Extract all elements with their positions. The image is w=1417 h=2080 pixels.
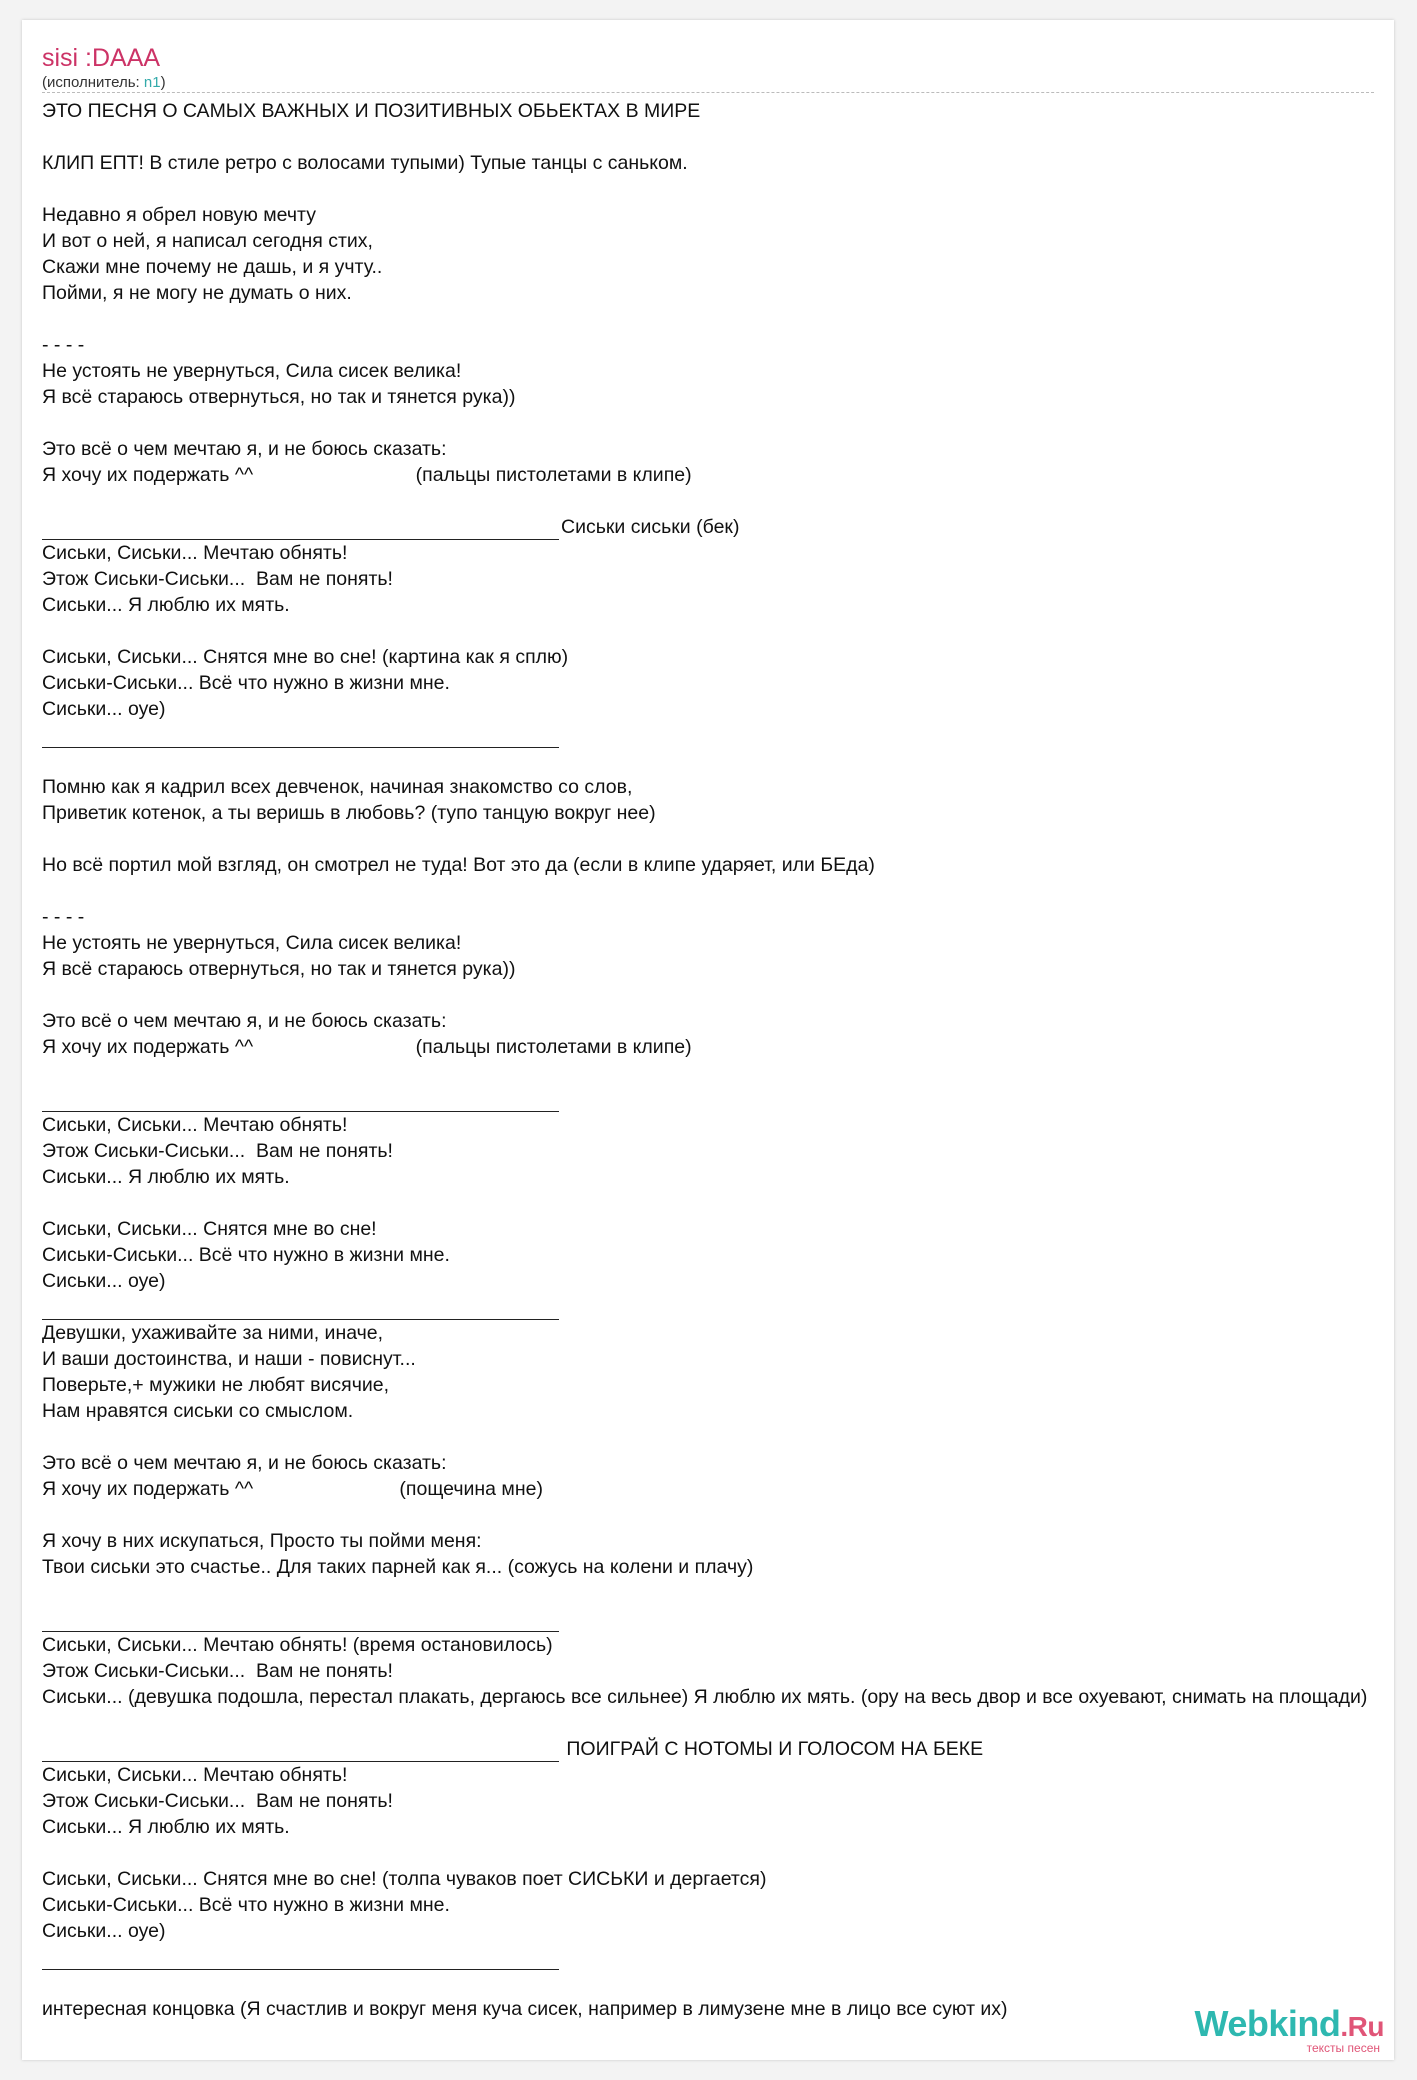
lyric-text: Я хочу их подержать ^^ (пальцы пистолетами в клипе) bbox=[42, 464, 692, 486]
song-header bbox=[42, 42, 166, 92]
lyric-line bbox=[42, 566, 1394, 592]
lyric-line bbox=[42, 1892, 1394, 1918]
lyric-line bbox=[42, 1112, 1394, 1138]
lyric-text: Сиськи... Я люблю их мять. bbox=[42, 1166, 290, 1188]
lyric-line bbox=[42, 1684, 1394, 1710]
lyric-line bbox=[42, 930, 1394, 956]
lyrics-page bbox=[22, 20, 1394, 2060]
lyric-line bbox=[42, 800, 1394, 826]
watermark-tagline: тексты песен bbox=[1306, 2041, 1380, 2055]
lyric-line bbox=[42, 592, 1394, 618]
watermark-brand: Webkind bbox=[1194, 2003, 1341, 2044]
lyric-text: Твои сиськи это счастье.. Для таких парней как я... (сожусь на колени и плачу) bbox=[42, 1556, 754, 1578]
lyric-text: Но всё портил мой взгляд, он смотрел не туда! Вот это да (если в клипе ударяет, или БЕда) bbox=[42, 854, 875, 876]
lyric-line bbox=[42, 436, 1394, 462]
lyric-line bbox=[42, 774, 1394, 800]
lyric-line bbox=[42, 878, 1394, 904]
lyric-text: Сиськи, Сиськи... Мечтаю обнять! bbox=[42, 1114, 348, 1136]
lyric-line bbox=[42, 1216, 1394, 1242]
lyric-text: Сиськи, Сиськи... Мечтаю обнять! (время остановилось) bbox=[42, 1634, 553, 1656]
lyric-text: Это всё о чем мечтаю я, и не боюсь сказать: bbox=[42, 1010, 447, 1032]
lyric-line bbox=[42, 644, 1394, 670]
lyric-text: ЭТО ПЕСНЯ О САМЫХ ВАЖНЫХ И ПОЗИТИВНЫХ ОБЬЕКТАХ В МИРЕ bbox=[42, 100, 701, 122]
lyric-line bbox=[42, 124, 1394, 150]
lyric-text: Сиськи... оуе) bbox=[42, 698, 166, 720]
lyric-text: Сиськи, Сиськи... Снятся мне во сне! bbox=[42, 1218, 377, 1240]
artist-line bbox=[42, 74, 166, 92]
lyric-text: Поверьте,+ мужики не любят висячие, bbox=[42, 1374, 390, 1396]
lyric-line bbox=[42, 462, 1394, 488]
lyric-line bbox=[42, 670, 1394, 696]
lyric-line bbox=[42, 1788, 1394, 1814]
underline-rule bbox=[42, 1091, 559, 1112]
lyric-text: Сиськи, Сиськи... Снятся мне во сне! (картина как я сплю) bbox=[42, 646, 569, 668]
lyric-line bbox=[42, 1060, 1394, 1086]
lyric-line bbox=[42, 1710, 1394, 1736]
artist-suffix: ) bbox=[160, 74, 166, 91]
lyric-text: Сиськи... оуе) bbox=[42, 1270, 166, 1292]
lyric-line bbox=[42, 150, 1394, 176]
lyric-text: Я хочу в них искупаться, Просто ты пойми меня: bbox=[42, 1530, 482, 1552]
lyric-text: Я всё стараюсь отвернуться, но так и тянется рука)) bbox=[42, 386, 516, 408]
lyric-line bbox=[42, 1840, 1394, 1866]
lyrics-body bbox=[42, 98, 1394, 2022]
lyric-text: КЛИП ЕПТ! В стиле ретро с волосами тупыми) Тупые танцы с саньком. bbox=[42, 152, 688, 174]
lyric-text: Сиськи-Сиськи... Всё что нужно в жизни мне. bbox=[42, 1894, 450, 1916]
lyric-text: Сиськи, Сиськи... Мечтаю обнять! bbox=[42, 1764, 348, 1786]
lyric-line bbox=[42, 410, 1394, 436]
lyric-text: Недавно я обрел новую мечту bbox=[42, 204, 316, 226]
lyric-text: - - - - bbox=[42, 334, 85, 356]
lyric-text: Это всё о чем мечтаю я, и не боюсь сказать: bbox=[42, 438, 447, 460]
lyric-line bbox=[42, 826, 1394, 852]
lyric-line-ruled bbox=[42, 1944, 1394, 1970]
watermark-tld: .Ru bbox=[1340, 2011, 1384, 2042]
lyric-line bbox=[42, 358, 1394, 384]
lyric-text: Скажи мне почему не дашь, и я учту.. bbox=[42, 256, 383, 278]
lyric-text: Нам нравятся сиськи со смыслом. bbox=[42, 1400, 354, 1422]
lyric-line bbox=[42, 748, 1394, 774]
lyric-line bbox=[42, 1814, 1394, 1840]
lyric-text: Я хочу их подержать ^^ (пощечина мне) bbox=[42, 1478, 543, 1500]
lyric-line bbox=[42, 1372, 1394, 1398]
underline-rule bbox=[42, 1741, 559, 1762]
lyric-line bbox=[42, 904, 1394, 930]
lyric-line bbox=[42, 1762, 1394, 1788]
lyric-text: Приветик котенок, а ты веришь в любовь? (тупо танцую вокруг нее) bbox=[42, 802, 656, 824]
lyric-line bbox=[42, 332, 1394, 358]
lyric-line-ruled bbox=[42, 1086, 1394, 1112]
lyric-line bbox=[42, 1034, 1394, 1060]
underline-rule bbox=[42, 519, 559, 540]
lyric-line bbox=[42, 1008, 1394, 1034]
lyric-line-ruled bbox=[42, 514, 1394, 540]
lyric-line-ruled bbox=[42, 1294, 1394, 1320]
lyric-text: И ваши достоинства, и наши - повиснут... bbox=[42, 1348, 416, 1370]
underline-rule bbox=[42, 1299, 559, 1320]
lyric-text: Девушки, ухаживайте за ними, иначе, bbox=[42, 1322, 384, 1344]
lyric-line bbox=[42, 488, 1394, 514]
lyric-line bbox=[42, 1190, 1394, 1216]
lyric-line bbox=[42, 1138, 1394, 1164]
lyric-text: Это всё о чем мечтаю я, и не боюсь сказать: bbox=[42, 1452, 447, 1474]
lyric-line bbox=[42, 1554, 1394, 1580]
lyric-line-ruled bbox=[42, 722, 1394, 748]
lyric-line bbox=[42, 1866, 1394, 1892]
lyric-line bbox=[42, 1450, 1394, 1476]
lyric-text: Этож Сиськи-Сиськи... Вам не понять! bbox=[42, 1790, 393, 1812]
lyric-line bbox=[42, 254, 1394, 280]
artist-prefix: (исполнитель: bbox=[42, 74, 144, 91]
lyric-text: Сиськи, Сиськи... Мечтаю обнять! bbox=[42, 542, 348, 564]
lyric-line bbox=[42, 1996, 1394, 2022]
header-divider bbox=[42, 92, 1374, 93]
lyric-line bbox=[42, 228, 1394, 254]
lyric-line-ruled bbox=[42, 1606, 1394, 1632]
lyric-line bbox=[42, 1528, 1394, 1554]
lyric-line bbox=[42, 1970, 1394, 1996]
lyric-line bbox=[42, 1476, 1394, 1502]
lyric-line bbox=[42, 1580, 1394, 1606]
lyric-line bbox=[42, 1918, 1394, 1944]
lyric-line bbox=[42, 540, 1394, 566]
lyric-text: Не устоять не увернуться, Сила сисек велика! bbox=[42, 360, 462, 382]
lyric-line bbox=[42, 1164, 1394, 1190]
lyric-line bbox=[42, 1268, 1394, 1294]
lyric-line bbox=[42, 1346, 1394, 1372]
lyric-text: Этож Сиськи-Сиськи... Вам не понять! bbox=[42, 1140, 393, 1162]
underline-rule bbox=[42, 727, 559, 748]
lyric-line bbox=[42, 982, 1394, 1008]
lyric-text: ПОИГРАЙ С НОТОМЫ И ГОЛОСОМ НА БЕКЕ bbox=[561, 1738, 984, 1760]
lyric-line bbox=[42, 852, 1394, 878]
lyric-line bbox=[42, 306, 1394, 332]
lyric-text: Помню как я кадрил всех девченок, начиная знакомство со слов, bbox=[42, 776, 633, 798]
lyric-line-ruled bbox=[42, 1736, 1394, 1762]
lyric-text: Сиськи-Сиськи... Всё что нужно в жизни мне. bbox=[42, 1244, 450, 1266]
lyric-text: Этож Сиськи-Сиськи... Вам не понять! bbox=[42, 568, 393, 590]
lyric-line bbox=[42, 176, 1394, 202]
artist-link[interactable]: n1 bbox=[143, 74, 161, 91]
lyric-line bbox=[42, 1424, 1394, 1450]
lyric-line bbox=[42, 384, 1394, 410]
lyric-text: Сиськи... Я люблю их мять. bbox=[42, 594, 290, 616]
lyric-text: Сиськи... Я люблю их мять. bbox=[42, 1816, 290, 1838]
lyric-text: Не устоять не увернуться, Сила сисек велика! bbox=[42, 932, 462, 954]
lyric-text: И вот о ней, я написал сегодня стих, bbox=[42, 230, 373, 252]
lyric-line bbox=[42, 1658, 1394, 1684]
lyric-text: интересная концовка (Я счастлив и вокруг меня куча сисек, например в лимузене мне в лицо все суют их) bbox=[42, 1998, 1008, 2020]
lyric-line bbox=[42, 956, 1394, 982]
lyric-line bbox=[42, 618, 1394, 644]
lyric-line bbox=[42, 1502, 1394, 1528]
lyric-text: Я всё стараюсь отвернуться, но так и тянется рука)) bbox=[42, 958, 516, 980]
lyric-line bbox=[42, 280, 1394, 306]
lyric-line bbox=[42, 1320, 1394, 1346]
underline-rule bbox=[42, 1611, 559, 1632]
lyric-text: Этож Сиськи-Сиськи... Вам не понять! bbox=[42, 1660, 393, 1682]
lyric-text: Сиськи... оуе) bbox=[42, 1920, 166, 1942]
lyric-line bbox=[42, 202, 1394, 228]
underline-rule bbox=[42, 1949, 559, 1970]
lyric-text: Я хочу их подержать ^^ (пальцы пистолетами в клипе) bbox=[42, 1036, 692, 1058]
lyric-line bbox=[42, 98, 1394, 124]
lyric-line bbox=[42, 696, 1394, 722]
lyric-text: Сиськи-Сиськи... Всё что нужно в жизни мне. bbox=[42, 672, 450, 694]
song-title: sisi :DAAA bbox=[42, 44, 161, 72]
webkind-logo bbox=[1195, 2005, 1384, 2054]
lyric-text: - - - - bbox=[42, 906, 85, 928]
lyric-line bbox=[42, 1398, 1394, 1424]
lyric-text: Сиськи... (девушка подошла, перестал плакать, дергаюсь все сильнее) Я люблю их мять. (ору на весь двор и все охуевают, снимать на площади) bbox=[42, 1686, 1368, 1708]
lyric-line bbox=[42, 1632, 1394, 1658]
lyric-line bbox=[42, 1242, 1394, 1268]
lyric-text: Пойми, я не могу не думать о них. bbox=[42, 282, 352, 304]
lyric-text: Сиськи сиськи (бек) bbox=[561, 516, 740, 538]
lyric-text: Сиськи, Сиськи... Снятся мне во сне! (толпа чуваков поет СИСЬКИ и дергается) bbox=[42, 1868, 767, 1890]
